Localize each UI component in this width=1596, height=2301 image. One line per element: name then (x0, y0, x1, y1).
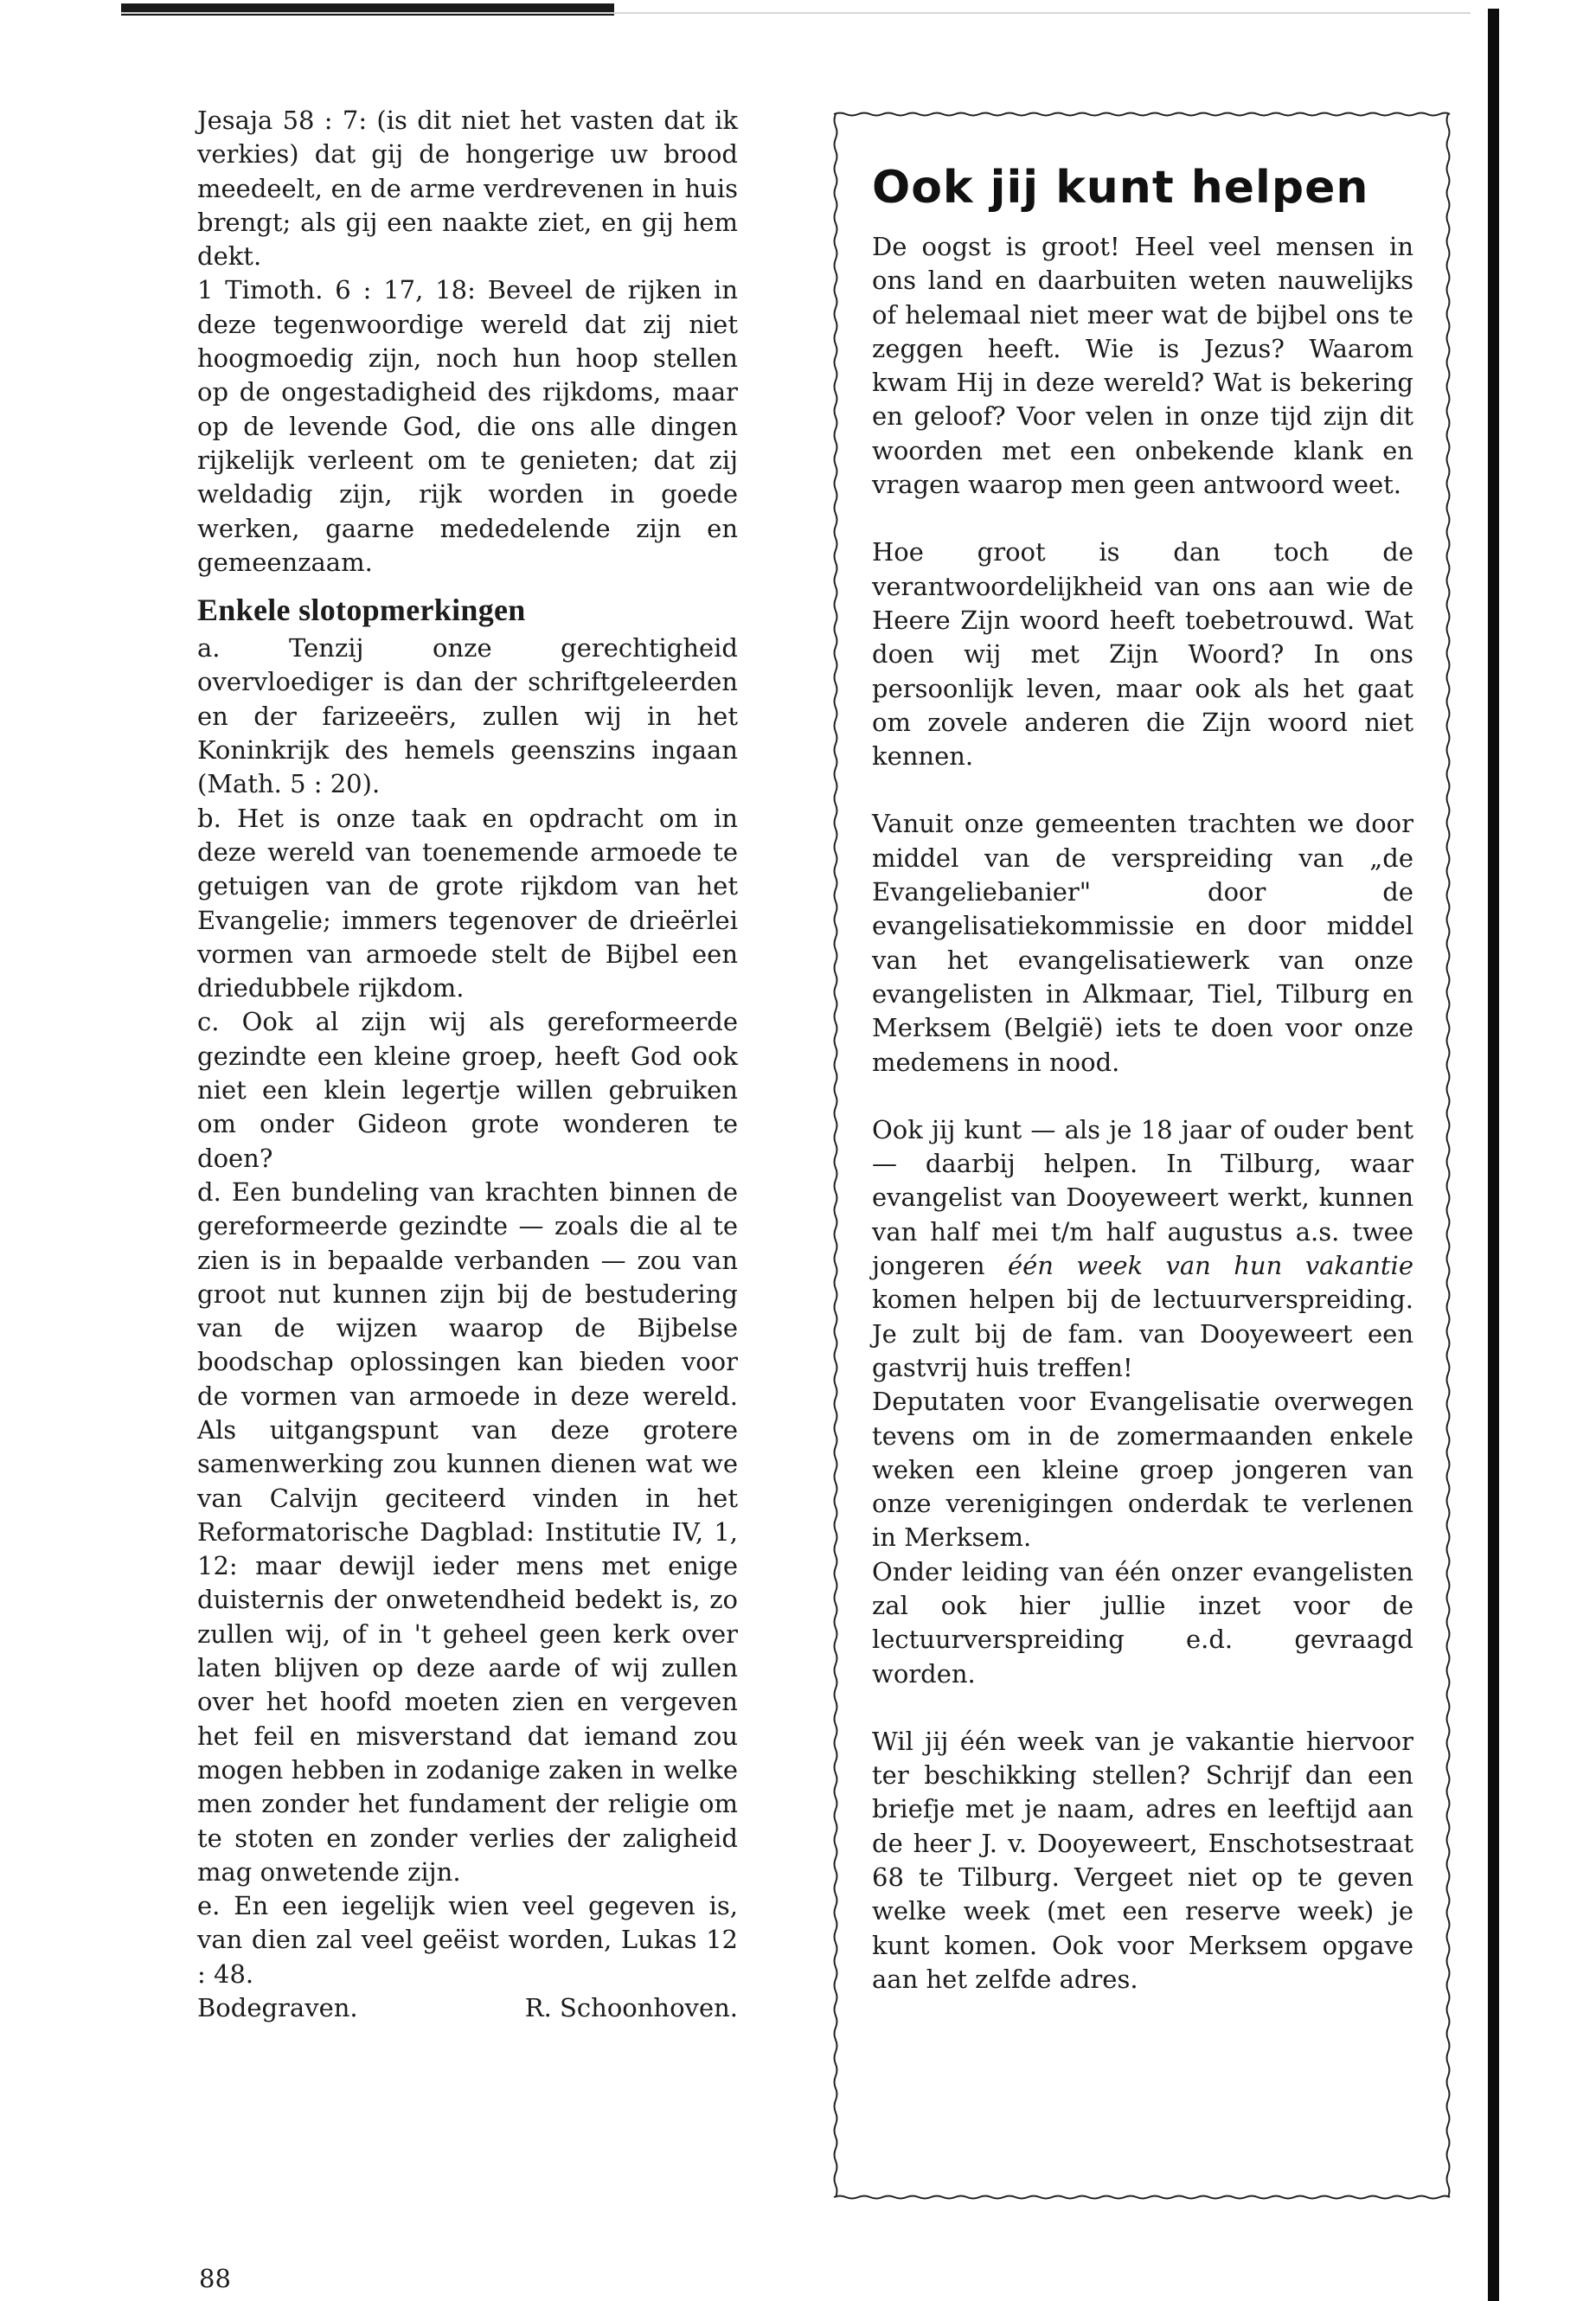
point-a: a. Tenzij onze gerechtigheid overvloediger is dan der schriftgeleerden en der farizeeërs, zullen wij in het Koninkrijk des hemels geenszins ingaan (Math. 5 : 20). (197, 633, 738, 799)
section-heading: Enkele slotopmerkingen (197, 593, 526, 628)
box-title: Ook jij kunt helpen (872, 162, 1369, 214)
signature-author: R. Schoonhoven. (524, 1993, 738, 2023)
wavy-border-left (835, 114, 837, 2197)
box-paragraph-2: Hoe groot is dan toch de verantwoordelijkheid van ons aan wie de Heere Zijn woord heeft toebetrouwd. Wat doen wij met Zijn Woord? In ons persoonlijk leven, maar ook als het gaat om zovele anderen die Zijn woord niet kennen. (872, 537, 1413, 772)
wavy-border-right (1447, 114, 1450, 2197)
top-rule-thin (121, 12, 1471, 14)
intro-quote-isaiah: Jesaja 58 : 7: (is dit niet het vasten dat ik verkies) dat gij de hongerige uw brood meedeelt, en de arme verdrevenen in huis brengt; als gij een naakte ziet, en gij hem dekt. (197, 106, 738, 272)
box-paragraph-4-italic: één week van hun vakantie (1007, 1251, 1413, 1281)
right-edge-bar (1488, 9, 1499, 2301)
info-box (830, 109, 1453, 2202)
box-paragraph-6: Onder leiding van één onzer evangelisten zal ook hier jullie inzet voor de lectuurverspreiding e.d. gevraagd worden. (872, 1556, 1413, 1689)
point-d: d. Een bundeling van krachten binnen de gereformeerde gezindte — zoals die al te zien is in bepaalde verbanden — zou van groot nut kunnen zijn bij de bestudering van de wijzen waarop de Bijbelse boodschap oplossingen kan bieden voor de vormen van armoede in deze wereld. Als uitgangspunt van deze grotere samenwerking zou kunnen dienen wat we van Calvijn geciteerd vinden in het Reformatorische Dagblad: Institutie IV, 1, 12: maar dewijl ieder mens met enige duisternis der onwetendheid bedekt is, zo zullen wij, of in 't geheel geen kerk over laten blijven op deze aarde of wij zullen over het hoofd moeten zien en vergeven het feil en misverstand dat iemand zou mogen hebben in zodanige zaken in welke men zonder het fundament der religie om te stoten en zonder verlies der zaligheid mag onwetende zijn. (197, 1176, 738, 1887)
left-column (197, 104, 738, 2025)
box-paragraph-4-end: komen helpen bij de lectuurverspreiding. Je zult bij de fam. van Dooyeweert een gastvrij huis treffen! (872, 1285, 1413, 1382)
box-paragraph-5: Deputaten voor Evangelisatie overwegen tevens om in de zomermaanden enkele weken een kleine groep jongeren van onze verenigingen onderdak te verlenen in Merksem. (872, 1387, 1413, 1553)
box-paragraph-4 (872, 1113, 1413, 1385)
box-paragraph-7: Wil jij één week van je vakantie hiervoor ter beschikking stellen? Schrijf dan een briefje met je naam, adres en leeftijd aan de heer J. v. Dooyeweert, Enschotsestraat 68 te Tilburg. Vergeet niet op te geven welke week (met een reserve week) je kunt komen. Ook voor Merksem opgave aan het zelfde adres. (872, 1726, 1413, 1994)
signature-line (197, 1991, 738, 2025)
wavy-border-bottom (834, 2196, 1450, 2199)
quote-timothy: 1 Timoth. 6 : 17, 18: Beveel de rijken in deze tegenwoordige wereld dat zij niet hoogmoedig zijn, noch hun hoop stellen op de ongestadigheid des rijkdoms, maar op de levende God, die ons alle dingen rijkelijk verleent om te genieten; dat zij weldadig zijn, rijk worden in goede werken, gaarne mededelende zijn en gemeenzaam. (197, 275, 738, 577)
point-e: e. En een iegelijk wien veel gegeven is, van dien zal veel geëist worden, Lukas 12 : 48. (197, 1891, 738, 1989)
signature-place: Bodegraven. (197, 1993, 358, 2023)
page-number: 88 (199, 2264, 231, 2293)
point-c: c. Ook al zijn wij als gereformeerde gezindte een kleine groep, heeft God ook niet een klein legertje willen gebruiken om onder Gideon grote wonderen te doen? (197, 1007, 738, 1173)
box-content (872, 157, 1413, 1997)
box-paragraph-3: Vanuit onze gemeenten trachten we door middel van de verspreiding van „de Evangeliebanier" door de evangelisatiekommissie en door middel van het evangelisatiewerk van onze evangelisten in Alkmaar, Tiel, Tilburg en Merksem (België) iets te doen voor onze medemens in nood. (872, 809, 1413, 1077)
wavy-border-top (834, 113, 1450, 116)
box-paragraph-4-start: Ook jij kunt — als je 18 jaar of ouder bent — daarbij helpen. In Tilburg, waar evangelist van Dooyeweert werkt, kunnen van half mei t/m half augustus a.s. twee jongeren (872, 1114, 1413, 1281)
box-paragraph-1: De oogst is groot! Heel veel mensen in ons land en daarbuiten weten nauwelijks of helemaal niet meer wat de bijbel ons te zeggen heeft. Wie is Jezus? Waarom kwam Hij in deze wereld? Wat is bekering en geloof? Voor velen in onze tijd zijn dit woorden met een onbekende klank en vragen waarop men geen antwoord weet. (872, 232, 1413, 500)
point-b: b. Het is onze taak en opdracht om in deze wereld van toenemende armoede te getuigen van de grote rijkdom van het Evangelie; immers tegenover de drieërlei vormen van armoede stelt de Bijbel een driedubbele rijkdom. (197, 803, 738, 1003)
